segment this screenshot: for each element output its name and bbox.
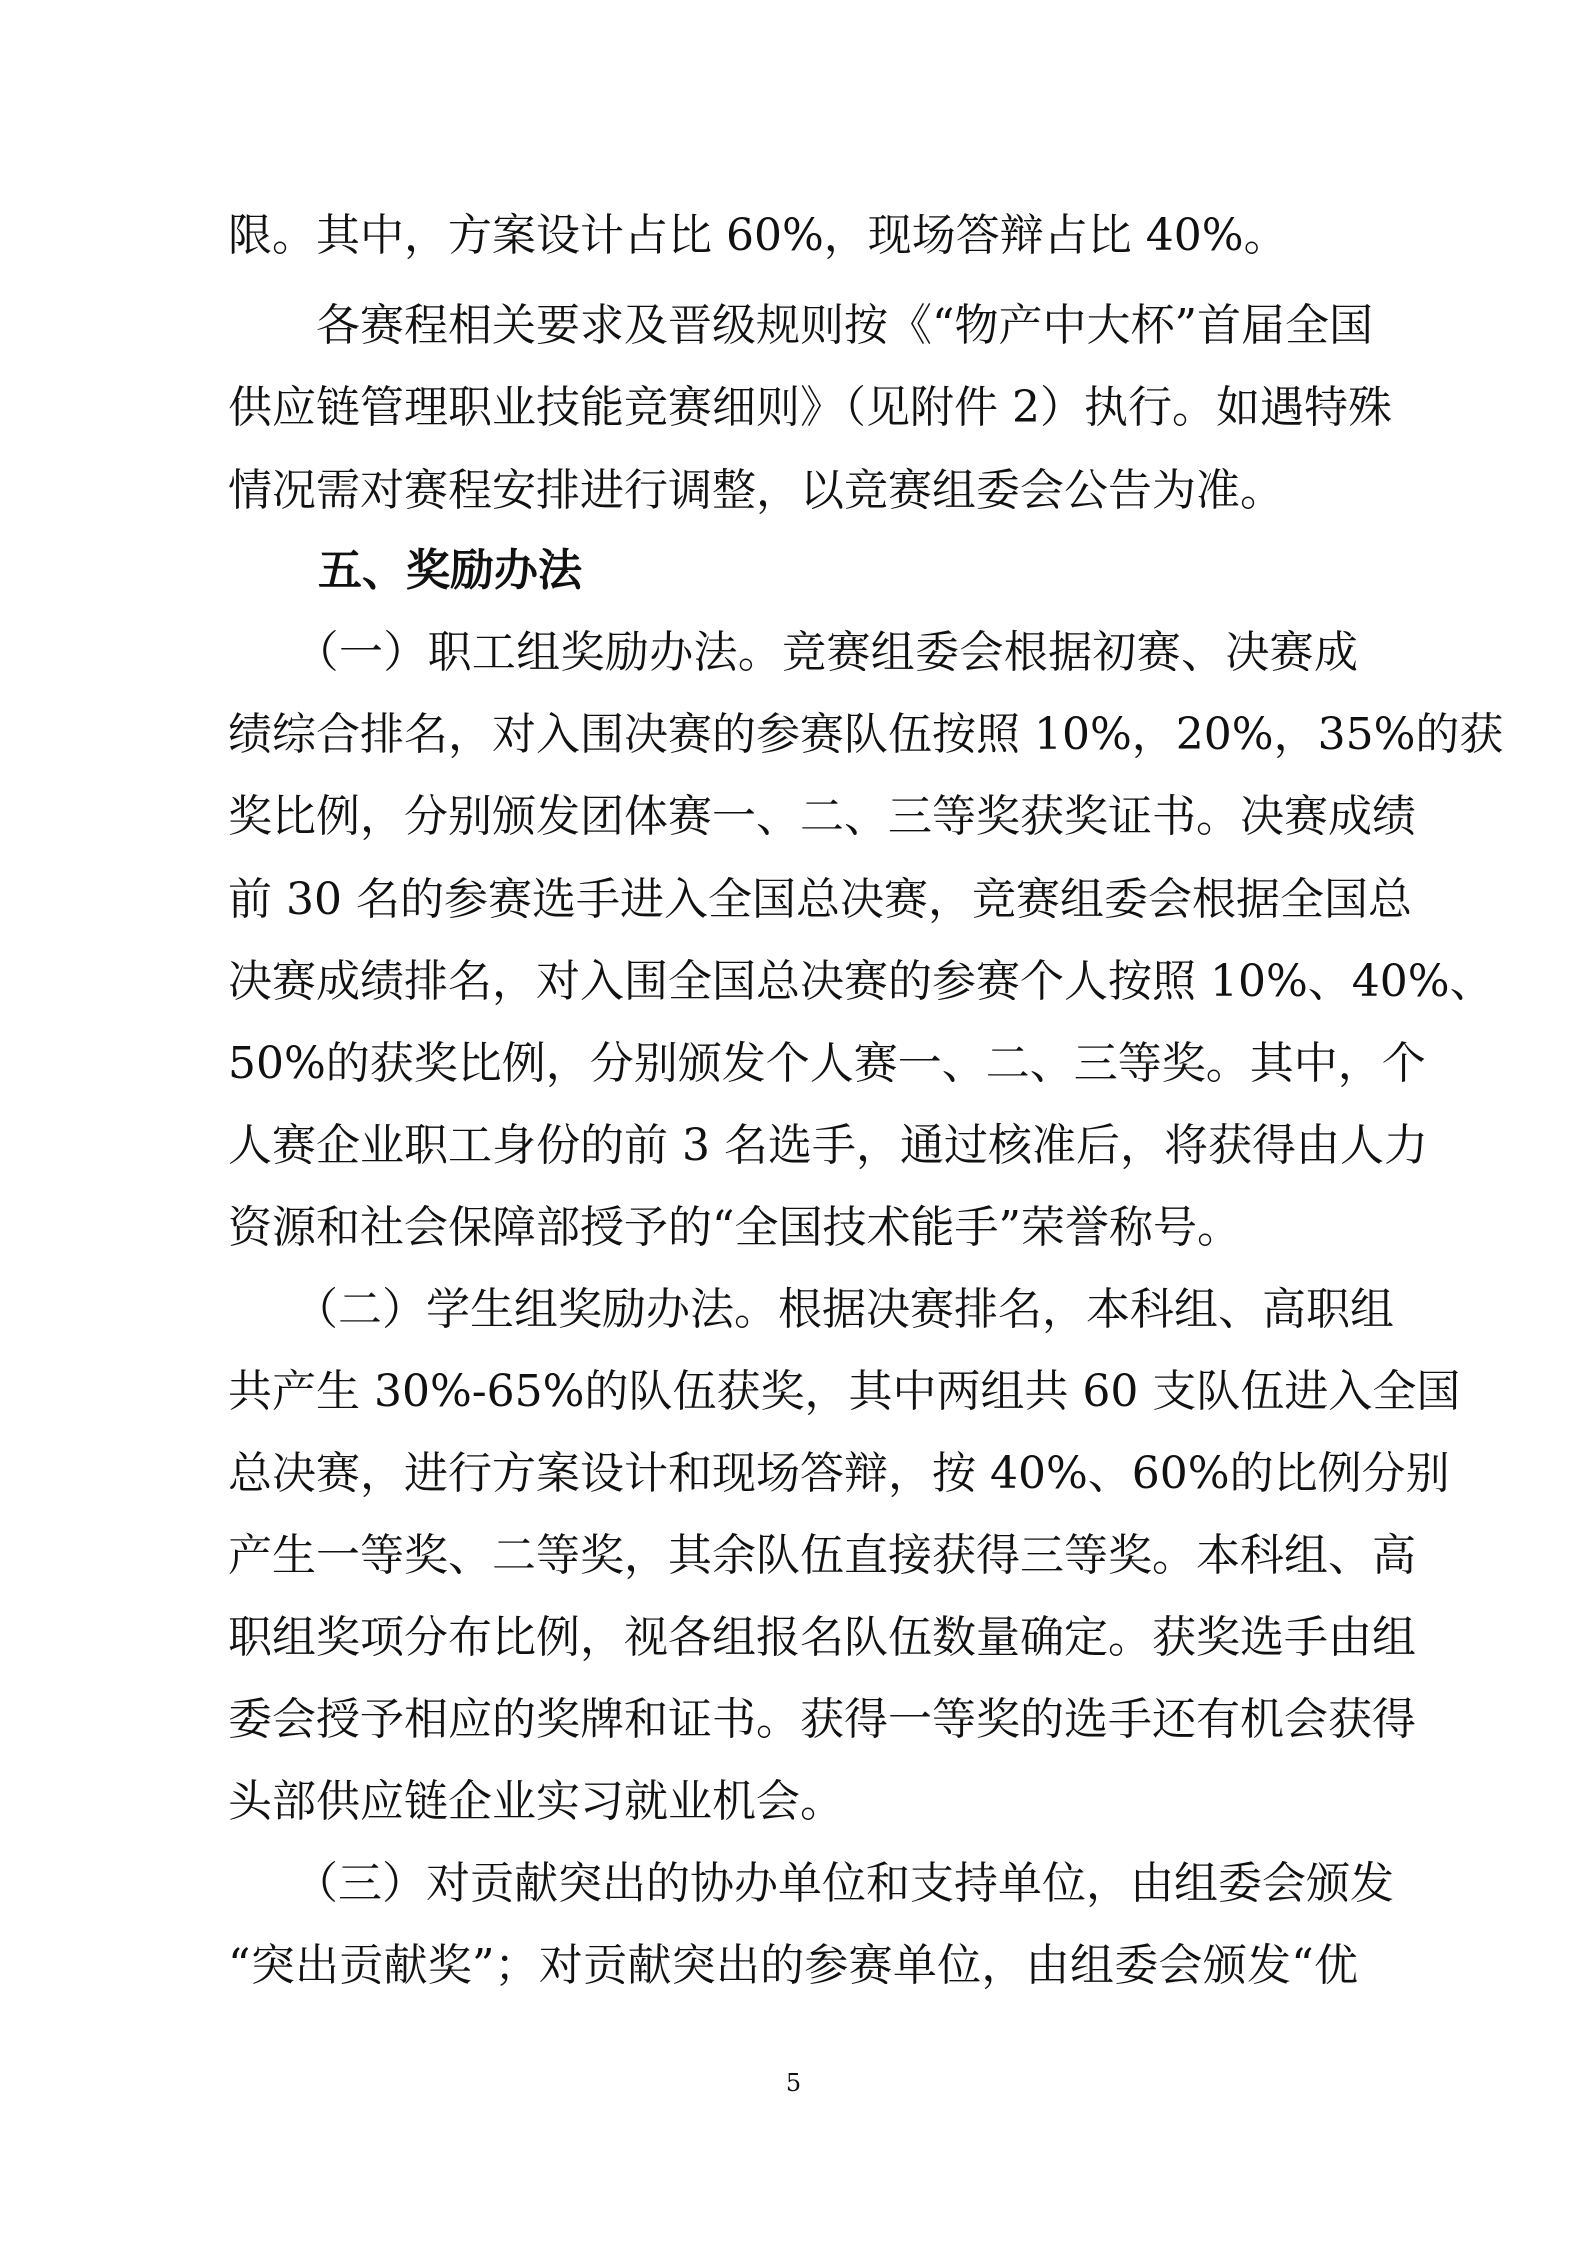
- paragraph-line: 奖比例，分别颁发团体赛一、二、三等奖获奖证书。决赛成绩: [228, 791, 1416, 842]
- paragraph-line: 委会授予相应的奖牌和证书。获得一等奖的选手还有机会获得: [228, 1694, 1416, 1745]
- paragraph-line: （一）职工组奖励办法。竞赛组委会根据初赛、决赛成: [228, 627, 1358, 678]
- paragraph-line: “突出贡献奖”；对贡献突出的参赛单位，由组委会颁发“优: [228, 1940, 1358, 1991]
- paragraph-line: 资源和社会保障部授予的“全国技术能手”荣誉称号。: [228, 1202, 1241, 1253]
- paragraph-line: 总决赛，进行方案设计和现场答辩，按 40%、60%的比例分别: [228, 1448, 1450, 1499]
- paragraph-line: 职组奖项分布比例，视各组报名队伍数量确定。获奖选手由组: [228, 1612, 1416, 1663]
- paragraph-line: 共产生 30%-65%的队伍获奖，其中两组共 60 支队伍进入全国: [228, 1366, 1461, 1417]
- paragraph-line: 情况需对赛程安排进行调整，以竞赛组委会公告为准。: [228, 465, 1284, 516]
- paragraph-line: 50%的获奖比例，分别颁发个人赛一、二、三等奖。其中，个: [228, 1038, 1426, 1089]
- paragraph-line: 供应链管理职业技能竞赛细则》（见附件 2）执行。如遇特殊: [228, 382, 1392, 433]
- paragraph-line: 限。其中，方案设计占比 60%，现场答辩占比 40%。: [228, 210, 1288, 261]
- section-heading: 五、奖励办法: [318, 545, 582, 596]
- paragraph-line: （三）对贡献突出的协办单位和支持单位，由组委会颁发: [228, 1858, 1394, 1909]
- paragraph-line: （二）学生组奖励办法。根据决赛排名，本科组、高职组: [228, 1284, 1394, 1335]
- paragraph-line: 人赛企业职工身份的前 3 名选手，通过核准后，将获得由人力: [228, 1120, 1428, 1171]
- paragraph-line: 前 30 名的参赛选手进入全国总决赛，竞赛组委会根据全国总: [228, 874, 1412, 925]
- paragraph-line: 决赛成绩排名，对入围全国总决赛的参赛个人按照 10%、40%、: [228, 956, 1494, 1007]
- paragraph-line: 绩综合排名，对入围决赛的参赛队伍按照 10%，20%，35%的获: [228, 709, 1504, 760]
- paragraph-line: 产生一等奖、二等奖，其余队伍直接获得三等奖。本科组、高: [228, 1530, 1416, 1581]
- paragraph-line: 头部供应链企业实习就业机会。: [228, 1776, 844, 1827]
- page-number: 5: [785, 2069, 802, 2097]
- paragraph-line: 各赛程相关要求及晋级规则按《“物产中大杯”首届全国: [228, 300, 1373, 351]
